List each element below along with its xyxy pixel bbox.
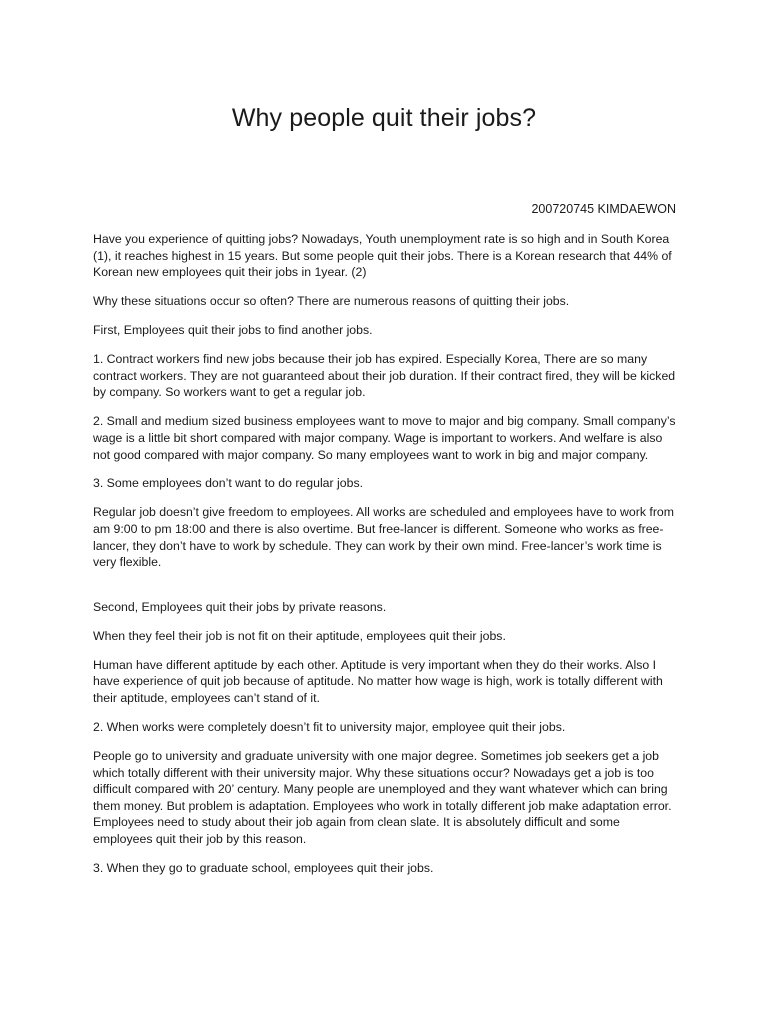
document-body: [93, 231, 676, 889]
paragraph-freedom: Regular job doesn’t give freedom to employees. All works are scheduled and employees have to work from am 9:00 to pm 18:00 and there is also overtime. But free-lancer is different. Someone who works as free-lancer, they don’t have to work by schedule. They can work by their own mind. Free-lancer’s work time is very flexible.: [93, 505, 674, 570]
paragraph-contract-workers: 1. Contract workers find new jobs because their job has expired. Especially Korea, There are so many contract workers. They are not guaranteed about their job duration. If their contract fired, they will be kicked by company. So workers want to get a regular job.: [93, 352, 676, 400]
paragraph-regular-jobs: 3. Some employees don’t want to do regular jobs.: [93, 476, 364, 491]
paragraph-aptitude-fit: When they feel their job is not fit on their aptitude, employees quit their jobs.: [93, 628, 506, 643]
paragraph-graduate-school: 3. When they go to graduate school, employees quit their jobs.: [93, 860, 434, 875]
paragraph-major-fit: 2. When works were completely doesn’t fit to university major, employee quit their jobs.: [93, 719, 566, 734]
paragraph-intro: Have you experience of quitting jobs? Nowadays, Youth unemployment rate is so high and in South Korea (1), it reaches highest in 15 years. But some people quit their jobs. There is a Korean research that 44% of Korean new employees quit their jobs in 1year. (2): [93, 232, 672, 280]
paragraph-first-reason: First, Employees quit their jobs to find another jobs.: [93, 323, 373, 338]
paragraph-second-reason: Second, Employees quit their jobs by private reasons.: [93, 599, 387, 614]
author-line: 200720745 KIMDAEWON: [531, 202, 676, 216]
document-title: Why people quit their jobs?: [231, 104, 537, 132]
paragraph-small-business: 2. Small and medium sized business employees want to move to major and big company. Small company’s wage is a little bit short compared with major company. Wage is important to workers. And welfare is also not good compared with major company. So many employees want to work in big and major company.: [93, 414, 676, 462]
paragraph-question: Why these situations occur so often? There are numerous reasons of quitting their jobs.: [93, 294, 570, 309]
paragraph-adaptation: People go to university and graduate university with one major degree. Sometimes job seekers get a job which totally different with their university major. Why these situations occur? Nowadays get a job is too difficult compared with 20’ century. Many people are unemployed and they want whatever which can bring them money. But problem is adaptation. Employees who work in totally different job make adaptation error. Employees need to study about their job again from clean slate. It is absolutely difficult and some employees quit their job by this reason.: [93, 748, 672, 846]
paragraph-aptitude: Human have different aptitude by each other. Aptitude is very important when they do their works. Also I have experience of quit job because of aptitude. No matter how wage is high, work is totally different with their aptitude, employees can’t stand of it.: [93, 657, 663, 705]
